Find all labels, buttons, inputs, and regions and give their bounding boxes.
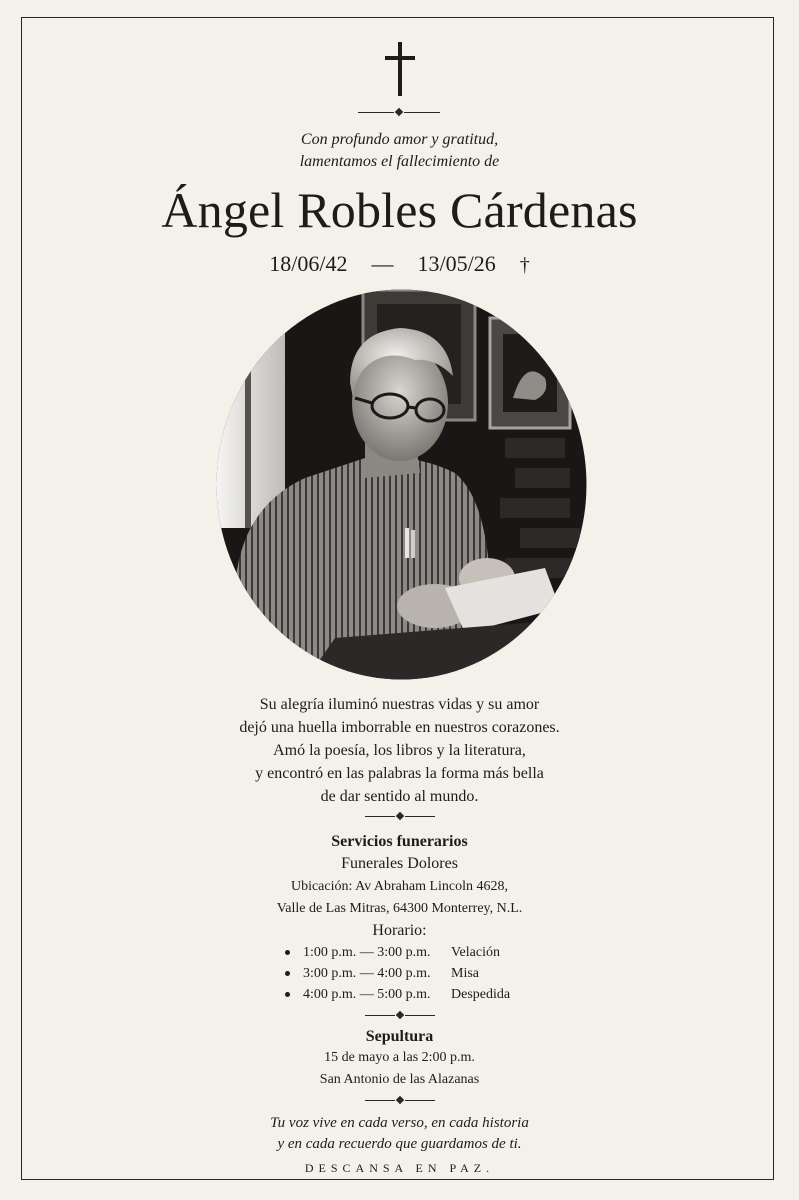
intro-text xyxy=(0,129,799,173)
bullet-icon xyxy=(285,950,290,955)
portrait-photo xyxy=(215,288,588,681)
epitaph-line-1: Su alegría iluminó nuestras vidas y su amor xyxy=(259,696,540,713)
schedule-item xyxy=(283,984,543,1005)
address-line-2: Valle de Las Mitras, 64300 Monterrey, N.L. xyxy=(276,901,523,916)
cross-icon xyxy=(383,40,417,98)
intro-line-1: Con profundo amor y gratitud, xyxy=(300,131,499,148)
services-address xyxy=(0,876,799,920)
date-separator: — xyxy=(371,251,394,276)
bullet-icon xyxy=(285,992,290,997)
epitaph-line-4: y encontró en las palabras la forma más bella xyxy=(255,765,544,782)
services-place: Funerales Dolores xyxy=(341,855,458,872)
life-dates xyxy=(0,250,799,279)
death-date: 13/05/26 xyxy=(417,251,496,276)
rest-in-peace: DESCANSA EN PAZ. xyxy=(304,1161,495,1175)
intro-line-2: lamentamos el fallecimiento de xyxy=(299,153,500,170)
closing-text xyxy=(0,1113,799,1155)
services-title: Servicios funerarios xyxy=(331,833,468,850)
epitaph-line-3: Amó la poesía, los libros y la literatura, xyxy=(273,742,526,759)
closing-line-2: y en cada recuerdo que guardamos de ti. xyxy=(277,1136,522,1152)
schedule-time: 1:00 p.m. — 3:00 p.m. xyxy=(303,945,431,960)
schedule-event: Despedida xyxy=(451,987,511,1002)
divider-top xyxy=(358,108,440,118)
schedule-list xyxy=(283,942,543,1005)
birth-date: 18/06/42 xyxy=(269,251,348,276)
divider-closing xyxy=(365,1096,435,1106)
epitaph-line-5: de dar sentido al mundo. xyxy=(320,788,479,805)
bullet-icon xyxy=(285,971,290,976)
schedule-item xyxy=(283,963,543,984)
burial-place: San Antonio de las Alazanas xyxy=(319,1072,480,1087)
schedule-time: 4:00 p.m. — 5:00 p.m. xyxy=(303,987,431,1002)
burial-date: 15 de mayo a las 2:00 p.m. xyxy=(324,1050,475,1065)
burial-info xyxy=(0,1047,799,1091)
schedule-event: Misa xyxy=(451,966,479,981)
closing-line-1: Tu voz vive en cada verso, en cada historia xyxy=(270,1115,529,1131)
dagger-icon: † xyxy=(519,254,530,276)
address-line-1: Ubicación: Av Abraham Lincoln 4628, xyxy=(290,879,509,894)
schedule-event: Velación xyxy=(451,945,500,960)
schedule-time: 3:00 p.m. — 4:00 p.m. xyxy=(303,966,431,981)
divider-services xyxy=(365,812,435,822)
deceased-name: Ángel Robles Cárdenas xyxy=(161,182,638,238)
divider-burial xyxy=(365,1011,435,1021)
schedule-label: Horario: xyxy=(372,922,427,939)
burial-title: Sepultura xyxy=(365,1028,434,1045)
schedule-item xyxy=(283,942,543,963)
epitaph-line-2: dejó una huella imborrable en nuestros corazones. xyxy=(239,719,560,736)
epitaph xyxy=(0,693,799,808)
